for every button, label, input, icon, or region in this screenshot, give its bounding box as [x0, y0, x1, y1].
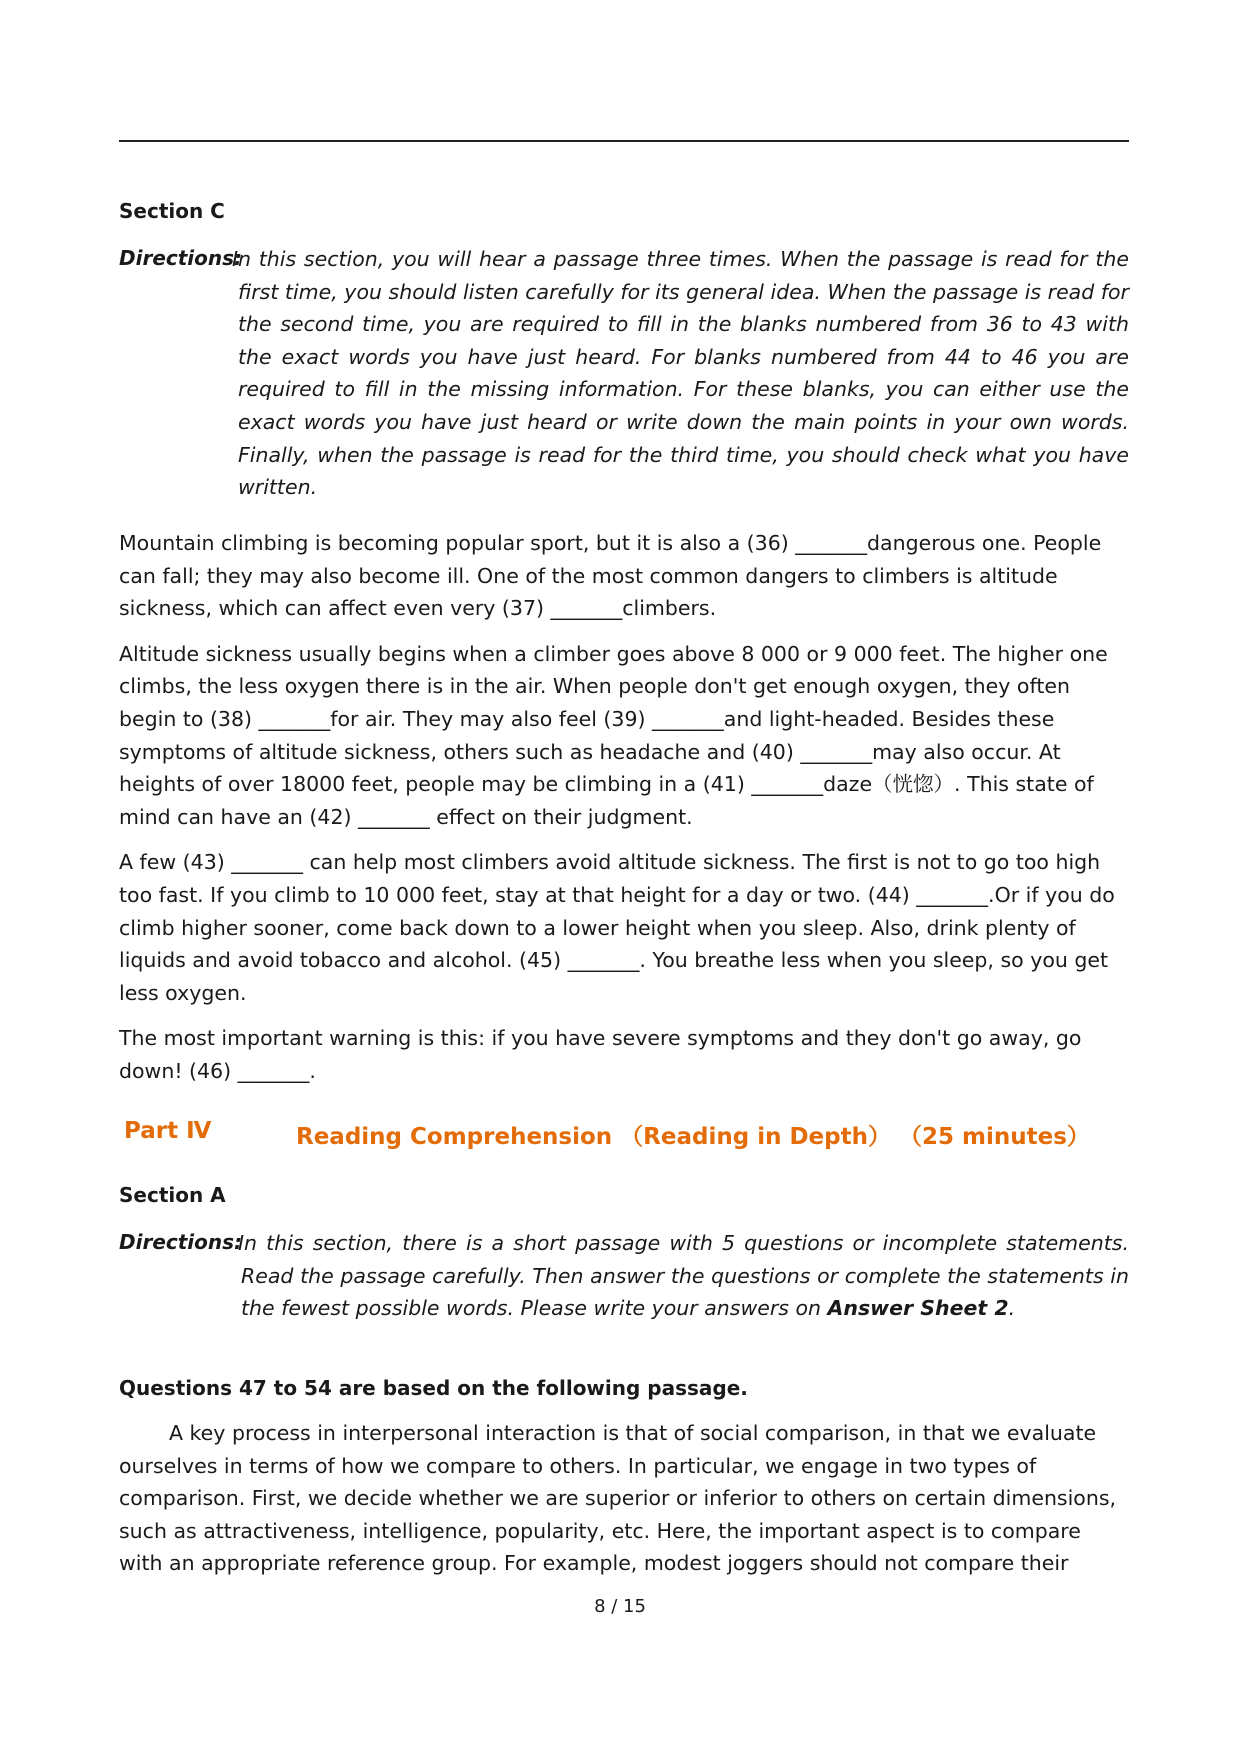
section-c-title: Section C	[119, 199, 225, 223]
section-a-directions	[119, 1227, 1129, 1325]
listening-passage	[119, 527, 1129, 1101]
reading-passage	[119, 1417, 1129, 1593]
reading-passage-text: A key process in interpersonal interaction is that of social comparison, in that we evaluate ourselves in terms of how we compare to others. In particular, we engage in two types of comparison. First, we decide whether we are superior or inferior to others on certain dimensions, such as attractiveness, intelligence, popularity, etc. Here, the important aspect is to compare with an appropriate reference group. For example, modest joggers should not compare their	[119, 1421, 1117, 1576]
part-iv-label: Part Ⅳ	[124, 1118, 212, 1144]
section-a-directions-text	[238, 1227, 1129, 1325]
questions-heading: Questions 47 to 54 are based on the following passage.	[119, 1376, 748, 1400]
answer-sheet-ref: Answer Sheet 2	[827, 1296, 1009, 1321]
passage-paragraph-2: Altitude sickness usually begins when a climber goes above 8 000 or 9 000 feet. The higher one climbs, the less oxygen there is in the air. When people don't get enough oxygen, they often begin to (38) _______for air. They may also feel (39) _______and light-headed. Besides these symptoms of altitude sickness, others such as headache and (40) _______may also occur. At heights of over 18000 feet, people may be climbing in a (41) _______daze（恍惚）. This state of mind can have an (42) _______ effect on their judgment.	[119, 641, 1108, 829]
passage-paragraph-3: A few (43) _______ can help most climbers avoid altitude sickness. The first is not to go too high too fast. If you climb to 10 000 feet, stay at that height for a day or two. (44) _______.Or if you do climb higher sooner, come back down to a lower height when you sleep. Also, drink plenty of liquids and avoid tobacco and alcohol. (45) _______. You breathe less when you sleep, so you get less oxygen.	[119, 850, 1115, 1005]
section-a-directions-end: .	[1008, 1296, 1016, 1321]
header-rule	[119, 140, 1129, 142]
section-a-directions-main: In this section, there is a short passage with 5 questions or incomplete statements. Read the passage carefully. Then answer the questions or complete the statements in the fewest possible words. Please write your answers on	[238, 1231, 1129, 1321]
section-c-directions	[119, 243, 1129, 504]
section-c-directions-label: Directions:	[119, 246, 243, 270]
part-iv-title: Reading Comprehension （Reading in Depth） （25 minutes）	[296, 1124, 1090, 1150]
section-a-title: Section A	[119, 1183, 226, 1207]
passage-paragraph-1: Mountain climbing is becoming popular sport, but it is also a (36) _______dangerous one. People can fall; they may also become ill. One of the most common dangers to climbers is altitude sickness, which can affect even very (37) _______climbers.	[119, 531, 1102, 621]
section-a-directions-label: Directions:	[119, 1230, 243, 1254]
passage-paragraph-4: The most important warning is this: if you have severe symptoms and they don't go away, go down! (46) _______.	[119, 1026, 1082, 1083]
section-c-directions-text: In this section, you will hear a passage three times. When the passage is read for the first time, you should listen carefully for its general idea. When the passage is read for the second time, you are required to fill in the blanks numbered from 36 to 43 with the exact words you have just heard. For blanks numbered from 44 to 46 you are required to fill in the missing information. For these blanks, you can either use the exact words you have just heard or write down the main points in your own words. Finally, when the passage is read for the third time, you should check what you have written.	[232, 247, 1129, 500]
page-number: 8 / 15	[594, 1596, 646, 1617]
